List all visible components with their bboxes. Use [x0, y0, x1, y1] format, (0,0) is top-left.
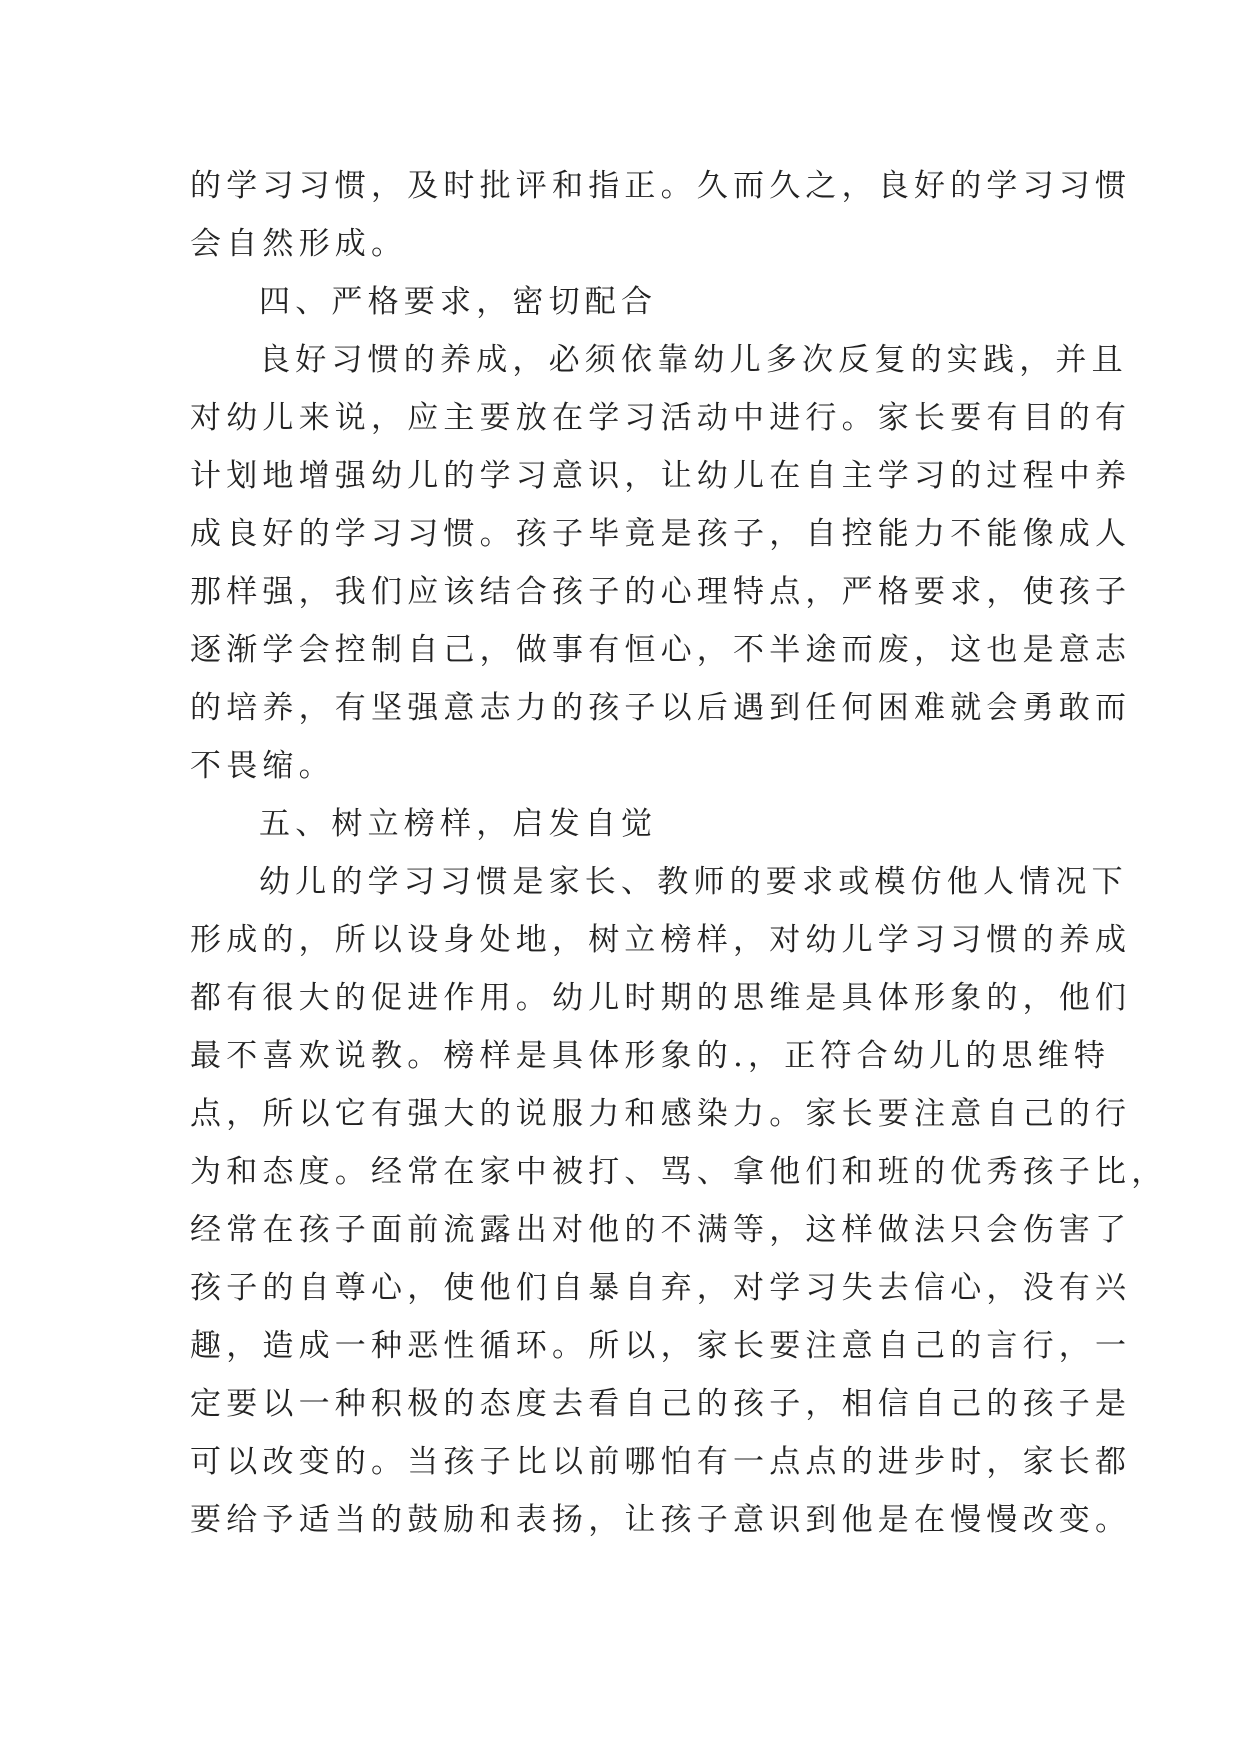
- paragraph-line: 的培养，有坚强意志力的孩子以后遇到任何困难就会勇敢而: [190, 690, 1132, 726]
- paragraph-line: 定要以一种积极的态度去看自己的孩子，相信自己的孩子是: [190, 1386, 1132, 1422]
- paragraph-line: 点，所以它有强大的说服力和感染力。家长要注意自己的行: [190, 1096, 1132, 1132]
- paragraph-line: 形成的，所以设身处地，树立榜样，对幼儿学习习惯的养成: [190, 922, 1132, 958]
- paragraph-line-indented: 五、树立榜样，启发自觉: [259, 806, 658, 842]
- paragraph-line: 逐渐学会控制自己，做事有恒心，不半途而废，这也是意志: [190, 632, 1132, 668]
- paragraph-line-indented: 幼儿的学习习惯是家长、教师的要求或模仿他人情况下: [259, 864, 1128, 900]
- paragraph-line: 对幼儿来说，应主要放在学习活动中进行。家长要有目的有: [190, 400, 1132, 436]
- paragraph-line: 趣，造成一种恶性循环。所以，家长要注意自己的言行，一: [190, 1328, 1132, 1364]
- document-body: [190, 157, 1168, 1549]
- paragraph-line: 那样强，我们应该结合孩子的心理特点，严格要求，使孩子: [190, 574, 1132, 610]
- paragraph-line: 成良好的学习习惯。孩子毕竟是孩子，自控能力不能像成人: [190, 516, 1132, 552]
- paragraph-line: 为和态度。经常在家中被打、骂、拿他们和班的优秀孩子比，: [190, 1154, 1168, 1190]
- paragraph-line: 经常在孩子面前流露出对他的不满等，这样做法只会伤害了: [190, 1212, 1132, 1248]
- paragraph-line: 孩子的自尊心，使他们自暴自弃，对学习失去信心，没有兴: [190, 1270, 1132, 1306]
- paragraph-line-indented: 四、严格要求，密切配合: [259, 284, 658, 320]
- paragraph-line: 要给予适当的鼓励和表扬，让孩子意识到他是在慢慢改变。: [190, 1502, 1132, 1538]
- paragraph-line: 不畏缩。: [190, 748, 335, 784]
- paragraph-line: 可以改变的。当孩子比以前哪怕有一点点的进步时，家长都: [190, 1444, 1132, 1480]
- paragraph-line: 的学习习惯，及时批评和指正。久而久之，良好的学习习惯: [190, 168, 1132, 204]
- paragraph-line: 会自然形成。: [190, 226, 408, 262]
- paragraph-line: 都有很大的促进作用。幼儿时期的思维是具体形象的，他们: [190, 980, 1132, 1016]
- paragraph-line: 最不喜欢说教。榜样是具体形象的.，正符合幼儿的思维特: [190, 1038, 1111, 1074]
- paragraph-line: 计划地增强幼儿的学习意识，让幼儿在自主学习的过程中养: [190, 458, 1132, 494]
- paragraph-line-indented: 良好习惯的养成，必须依靠幼儿多次反复的实践，并且: [259, 342, 1128, 378]
